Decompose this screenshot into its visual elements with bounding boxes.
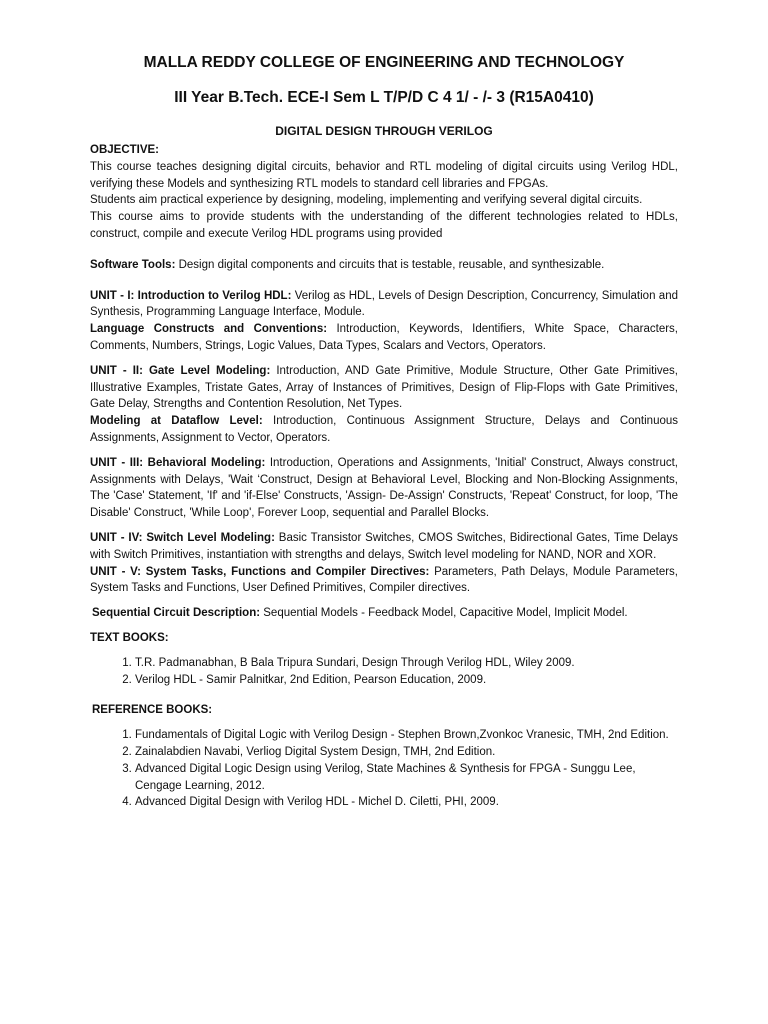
objective-paragraph: Students aim practical experience by designing, modeling, implementing and verifying several digital circuits. (90, 194, 643, 207)
text-books-list (90, 655, 678, 689)
unit-text: Introduction, Keywords, Identifiers, White Space, Characters, Comments, Numbers, Strings, Logic Values, Data Types, Scalars and Vectors, Operators. (90, 323, 678, 352)
unit-4 (90, 530, 678, 564)
software-tools (90, 257, 678, 274)
objective-heading: OBJECTIVE: (90, 144, 160, 156)
course-code-line: III Year B.Tech. ECE-I Sem L T/P/D C 4 1/ - /- 3 (R15A0410) (174, 89, 594, 106)
subject-title: DIGITAL DESIGN THROUGH VERILOG (275, 124, 493, 138)
unit-label: UNIT - II: Gate Level Modeling: (90, 364, 271, 377)
list-item: 2. Verilog HDL - Samir Palnitkar, 2nd Edition, Pearson Education, 2009. (135, 672, 678, 689)
unit-label: Language Constructs and Conventions: (90, 323, 328, 336)
syllabus-body (90, 142, 678, 811)
sequential-label: Sequential Circuit Description: (92, 607, 261, 620)
reference-books-list (90, 727, 678, 811)
unit-label: UNIT - I: Introduction to Verilog HDL: (90, 289, 292, 302)
college-name: MALLA REDDY COLLEGE OF ENGINEERING AND TECHNOLOGY (143, 54, 625, 71)
unit-text: Basic Transistor Switches, CMOS Switches, Bidirectional Gates, Time Delays with Switch Primitives, instantiation with strengths and delays, Switch level modeling for NAND, NOR and XOR. (90, 531, 678, 561)
unit-text: Parameters, Path Delays, Module Parameters, System Tasks and Functions, User Defined Primitives, Compiler directives. (90, 565, 678, 595)
objective-paragraph: This course aims to provide students with the understanding of the different technologies related to HDLs, construct, compile and execute Verilog HDL programs using provided (90, 211, 678, 240)
unit-label: UNIT - IV: Switch Level Modeling: (90, 531, 275, 544)
unit-label: UNIT - V: System Tasks, Functions and Compiler Directives: (90, 565, 430, 578)
unit-5 (90, 564, 678, 598)
list-item: 1. Fundamentals of Digital Logic with Verilog Design - Stephen Brown,Zvonkoc Vranesic, TMH, 2nd Edition. (135, 727, 678, 744)
unit-1-constructs (90, 321, 678, 355)
software-tools-text: Design digital components and circuits that is testable, reusable, and synthesizable. (175, 258, 605, 271)
sequential-circuit-description (90, 605, 678, 622)
unit-text: Verilog as HDL, Levels of Design Description, Concurrency, Simulation and Synthesis, Programming Language Interface, Module. (90, 289, 678, 319)
unit-1 (90, 288, 678, 322)
reference-books-heading: REFERENCE BOOKS: (92, 704, 213, 717)
unit-2-dataflow (90, 413, 678, 447)
unit-text: Introduction, AND Gate Primitive, Module Structure, Other Gate Primitives, Illustrative Examples, Tristate Gates, Array of Instances of Primitives, Design of Flip-Flops with Gate Primitives, Gate Delay, Strengths and Contention Resolution, Net Types. (90, 364, 678, 411)
unit-label: UNIT - III: Behavioral Modeling: (90, 456, 266, 469)
unit-3 (90, 455, 678, 522)
unit-2 (90, 363, 678, 413)
sequential-text: Sequential Models - Feedback Model, Capacitive Model, Implicit Model. (260, 607, 628, 620)
software-tools-label: Software Tools: (90, 258, 176, 271)
list-item: 4. Advanced Digital Design with Verilog HDL - Michel D. Ciletti, PHI, 2009. (135, 794, 678, 811)
list-item: 3. Advanced Digital Logic Design using Verilog, State Machines & Synthesis for FPGA - Sunggu Lee, Cengage Learning, 2012. (135, 761, 678, 795)
unit-text: Introduction, Continuous Assignment Structure, Delays and Continuous Assignments, Assignment to Vector, Operators. (90, 415, 679, 444)
unit-text: Introduction, Operations and Assignments, 'Initial' Construct, Always construct, Assignments with Delays, 'Wait ‘Construct, Design at Behavioral Level, Blocking and Non-Blocking Assignments, The 'Case' Statement, 'If' and 'if-Else' Constructs, 'Assign- De-Assign' Constructs, 'Repeat' Construct, for loop, 'The Disable' Construct, 'While Loop', Forever Loop, sequential and Parallel Blocks. (90, 456, 678, 520)
list-item: 2. Zainalabdien Navabi, Verliog Digital System Design, TMH, 2nd Edition. (135, 744, 678, 761)
text-books-heading: TEXT BOOKS: (90, 631, 169, 644)
objective-paragraph: This course teaches designing digital circuits, behavior and RTL modeling of digital circuits using Verilog HDL, verifying these Models and synthesizing RTL models to standard cell libraries and FPGAs. (90, 160, 678, 190)
unit-label: Modeling at Dataflow Level: (90, 415, 263, 428)
list-item: 1. T.R. Padmanabhan, B Bala Tripura Sundari, Design Through Verilog HDL, Wiley 2009. (135, 655, 678, 672)
